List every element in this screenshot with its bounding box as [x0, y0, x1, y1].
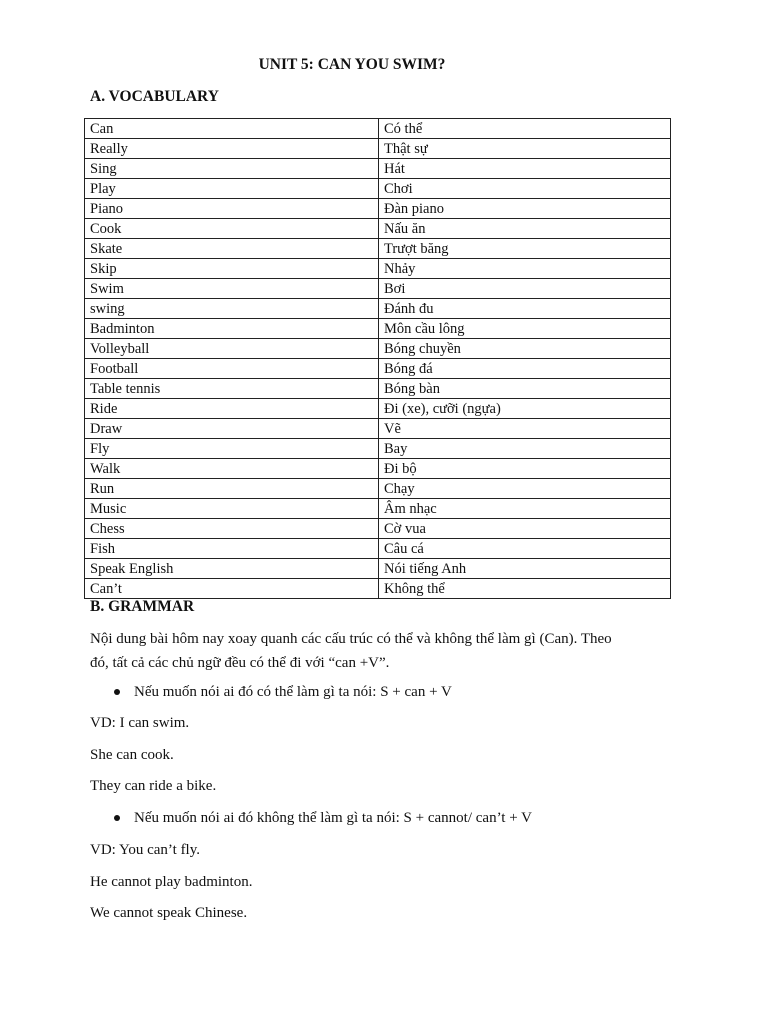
table-row — [85, 319, 671, 339]
english-word-cell: Cook — [85, 219, 379, 239]
example-5: He cannot play badminton. — [90, 874, 253, 890]
example-4: VD: You can’t fly. — [90, 842, 201, 858]
vocabulary-table-body — [85, 119, 671, 599]
english-word-cell: Swim — [85, 279, 379, 299]
vietnamese-meaning-cell: Đàn piano — [379, 199, 671, 219]
grammar-bullet-2-text: Nếu muốn nói ai đó không thể làm gì ta nói: S + cannot/ can’t + V — [134, 810, 532, 826]
english-word-cell: Speak English — [85, 559, 379, 579]
english-word-cell: Volleyball — [85, 339, 379, 359]
grammar-bullet-1-text: Nếu muốn nói ai đó có thể làm gì ta nói: S + can + V — [134, 684, 452, 700]
vietnamese-meaning-cell: Bóng đá — [379, 359, 671, 379]
english-word-cell: Play — [85, 179, 379, 199]
table-row — [85, 339, 671, 359]
table-row — [85, 359, 671, 379]
english-word-cell: Skip — [85, 259, 379, 279]
english-word-cell: Run — [85, 479, 379, 499]
english-word-cell: Walk — [85, 459, 379, 479]
bullet-dot-icon — [114, 689, 120, 695]
table-row — [85, 139, 671, 159]
vietnamese-meaning-cell: Thật sự — [379, 139, 671, 159]
grammar-intro-line-1: Nội dung bài hôm nay xoay quanh các cấu trúc có thể và không thể làm gì (Can). Theo — [90, 631, 612, 647]
vietnamese-meaning-cell: Bóng chuyền — [379, 339, 671, 359]
english-word-cell: Fish — [85, 539, 379, 559]
vietnamese-meaning-cell: Bơi — [379, 279, 671, 299]
vietnamese-meaning-cell: Đánh đu — [379, 299, 671, 319]
english-word-cell: Really — [85, 139, 379, 159]
english-word-cell: Ride — [85, 399, 379, 419]
english-word-cell: swing — [85, 299, 379, 319]
vietnamese-meaning-cell: Đi bộ — [379, 459, 671, 479]
table-row — [85, 479, 671, 499]
vietnamese-meaning-cell: Đi (xe), cưỡi (ngựa) — [379, 399, 671, 419]
english-word-cell: Can — [85, 119, 379, 139]
table-row — [85, 259, 671, 279]
english-word-cell: Table tennis — [85, 379, 379, 399]
table-row — [85, 559, 671, 579]
table-row — [85, 279, 671, 299]
vietnamese-meaning-cell: Bay — [379, 439, 671, 459]
vietnamese-meaning-cell: Trượt băng — [379, 239, 671, 259]
english-word-cell: Music — [85, 499, 379, 519]
table-row — [85, 519, 671, 539]
example-6: We cannot speak Chinese. — [90, 905, 248, 921]
english-word-cell: Can’t — [85, 579, 379, 599]
vietnamese-meaning-cell: Cờ vua — [379, 519, 671, 539]
table-row — [85, 219, 671, 239]
table-row — [85, 439, 671, 459]
table-row — [85, 459, 671, 479]
vietnamese-meaning-cell: Câu cá — [379, 539, 671, 559]
bullet-dot-icon — [114, 815, 120, 821]
table-row — [85, 379, 671, 399]
vietnamese-meaning-cell: Nấu ăn — [379, 219, 671, 239]
vietnamese-meaning-cell: Hát — [379, 159, 671, 179]
table-row — [85, 299, 671, 319]
table-row — [85, 419, 671, 439]
vietnamese-meaning-cell: Chơi — [379, 179, 671, 199]
grammar-bullet-2 — [114, 808, 532, 828]
example-2: She can cook. — [90, 747, 174, 763]
table-row — [85, 199, 671, 219]
grammar-intro — [90, 627, 690, 675]
vietnamese-meaning-cell: Môn cầu lông — [379, 319, 671, 339]
table-row — [85, 179, 671, 199]
example-1: VD: I can swim. — [90, 715, 190, 731]
example-3: They can ride a bike. — [90, 778, 217, 794]
table-row — [85, 239, 671, 259]
english-word-cell: Piano — [85, 199, 379, 219]
vietnamese-meaning-cell: Có thể — [379, 119, 671, 139]
vocabulary-table — [84, 118, 671, 599]
grammar-intro-line-2: đó, tất cả các chủ ngữ đều có thể đi với “can +V”. — [90, 655, 390, 671]
table-row — [85, 499, 671, 519]
vietnamese-meaning-cell: Âm nhạc — [379, 499, 671, 519]
table-row — [85, 539, 671, 559]
page-title: UNIT 5: CAN YOU SWIM? — [258, 56, 446, 73]
english-word-cell: Badminton — [85, 319, 379, 339]
english-word-cell: Football — [85, 359, 379, 379]
english-word-cell: Draw — [85, 419, 379, 439]
table-row — [85, 159, 671, 179]
vietnamese-meaning-cell: Bóng bàn — [379, 379, 671, 399]
english-word-cell: Chess — [85, 519, 379, 539]
table-row — [85, 119, 671, 139]
vietnamese-meaning-cell: Không thể — [379, 579, 671, 599]
table-row — [85, 399, 671, 419]
grammar-heading: B. GRAMMAR — [90, 598, 195, 615]
table-row — [85, 579, 671, 599]
english-word-cell: Sing — [85, 159, 379, 179]
vietnamese-meaning-cell: Nhảy — [379, 259, 671, 279]
english-word-cell: Fly — [85, 439, 379, 459]
grammar-bullet-1 — [114, 682, 452, 702]
vietnamese-meaning-cell: Nói tiếng Anh — [379, 559, 671, 579]
vocabulary-heading: A. VOCABULARY — [90, 88, 219, 105]
vietnamese-meaning-cell: Vẽ — [379, 419, 671, 439]
english-word-cell: Skate — [85, 239, 379, 259]
vietnamese-meaning-cell: Chạy — [379, 479, 671, 499]
